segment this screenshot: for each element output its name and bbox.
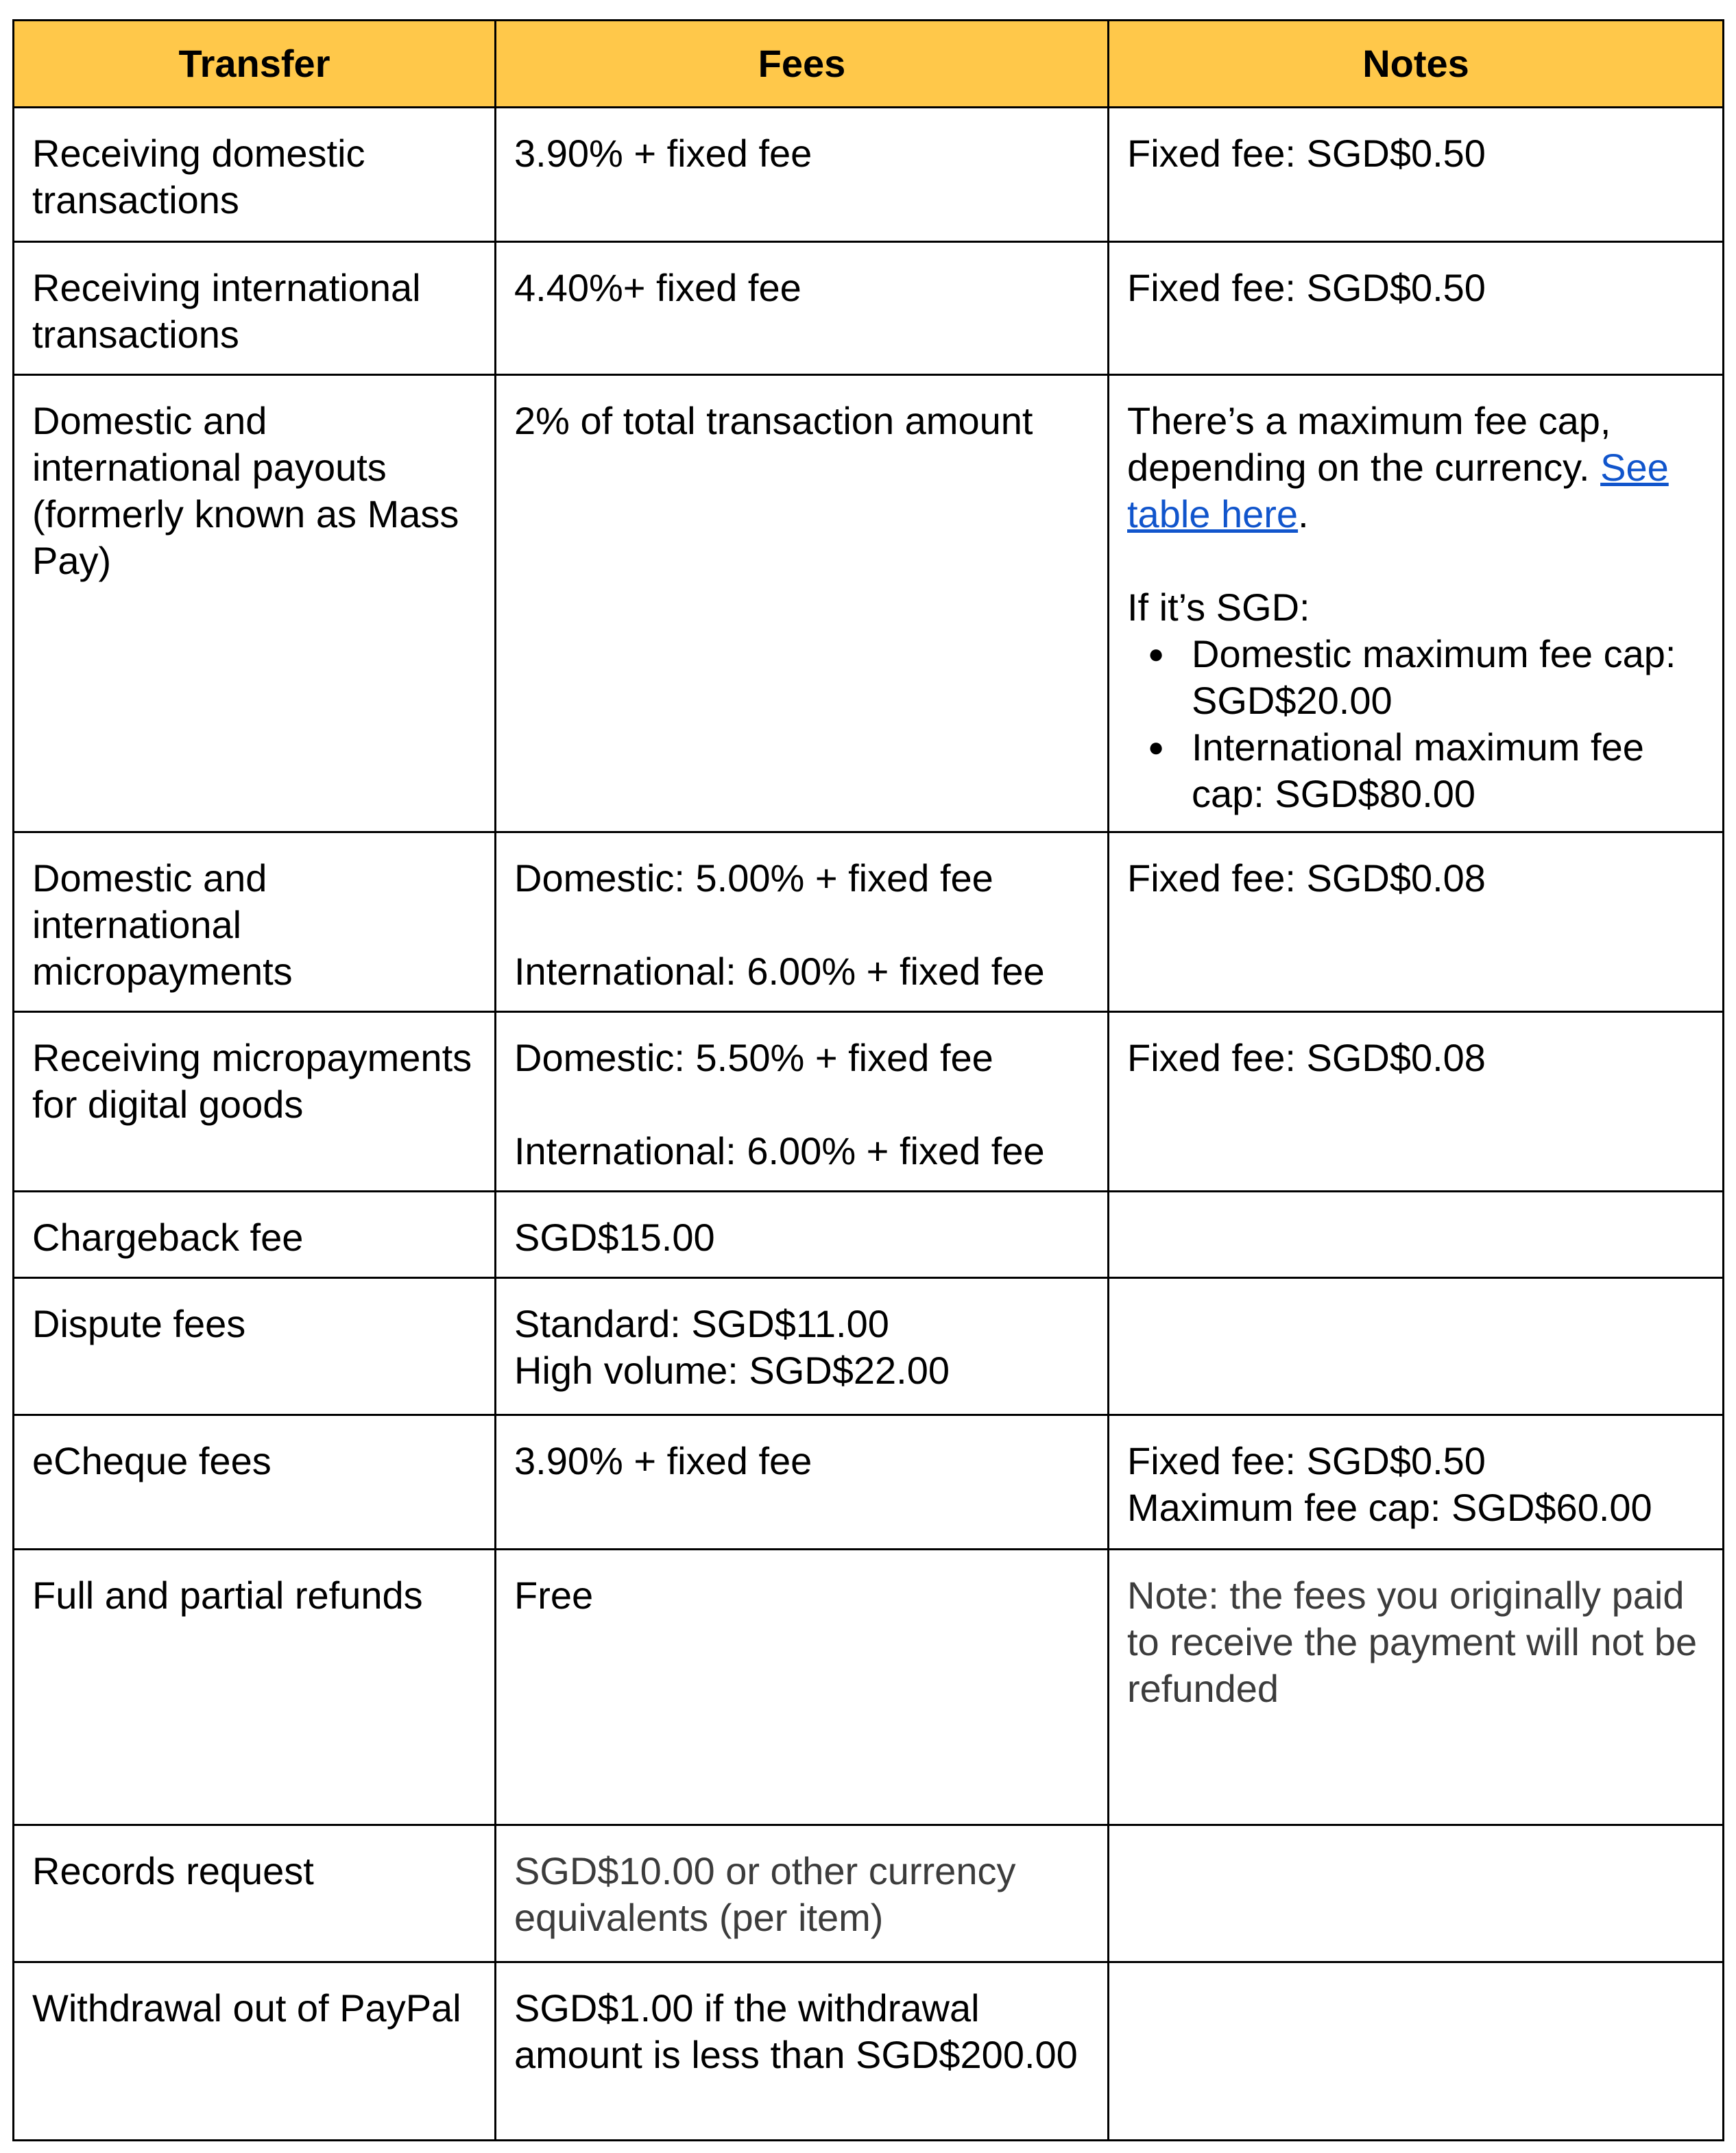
notes-cell	[1109, 1192, 1724, 1278]
notes-cell	[1109, 1962, 1724, 2141]
transfer-cell: Domestic and international micropayments	[14, 832, 496, 1012]
notes-intro: There’s a maximum fee cap, depending on the currency.	[1127, 399, 1611, 489]
see-table-link[interactable]: See table here	[1127, 446, 1669, 536]
transfer-cell: Receiving domestic transactions	[14, 108, 496, 242]
fees-cell	[496, 1192, 1109, 1278]
notes-cell	[1109, 1825, 1724, 1962]
notes-line: Maximum fee cap: SGD$60.00	[1127, 1486, 1652, 1529]
table-row	[14, 1550, 1724, 1825]
table-row	[14, 1278, 1724, 1415]
transfer-cell: eCheque fees	[14, 1415, 496, 1550]
list-item-text: Domestic maximum fee cap: SGD$20.00	[1192, 632, 1676, 722]
transfer-cell: Records request	[14, 1825, 496, 1962]
notes-cell	[1109, 375, 1724, 832]
spacer	[514, 1081, 1089, 1128]
fees-cell	[496, 242, 1109, 375]
notes-cell	[1109, 832, 1724, 1012]
fees-cell	[496, 1962, 1109, 2141]
notes-cell	[1109, 1415, 1724, 1550]
notes-cell	[1109, 242, 1724, 375]
transfer-cell: Receiving international transactions	[14, 242, 496, 375]
bullet-icon: ●	[1148, 639, 1165, 669]
fees-line: 3.90% + fixed fee	[514, 132, 812, 175]
table-row	[14, 1192, 1724, 1278]
fees-cell	[496, 832, 1109, 1012]
notes-cell	[1109, 1550, 1724, 1825]
fees-line: Standard: SGD$11.00	[514, 1302, 889, 1345]
table-row	[14, 1962, 1724, 2141]
table-row	[14, 1012, 1724, 1192]
table-row	[14, 1415, 1724, 1550]
transfer-cell: Full and partial refunds	[14, 1550, 496, 1825]
fees-line: High volume: SGD$22.00	[514, 1349, 950, 1392]
table-row	[14, 242, 1724, 375]
header-fees: Fees	[496, 21, 1109, 108]
fees-cell	[496, 375, 1109, 832]
fees-line: International: 6.00% + fixed fee	[514, 1129, 1045, 1172]
header-row	[14, 21, 1724, 108]
fees-cell	[496, 1415, 1109, 1550]
header-transfer: Transfer	[14, 21, 496, 108]
fees-cell	[496, 108, 1109, 242]
notes-line: Fixed fee: SGD$0.50	[1127, 266, 1486, 309]
transfer-cell: Domestic and international payouts (formerly known as Mass Pay)	[14, 375, 496, 832]
notes-period: .	[1298, 492, 1309, 536]
fees-line: International: 6.00% + fixed fee	[514, 950, 1045, 993]
fees-line: 2% of total transaction amount	[514, 399, 1033, 442]
notes-line: Fixed fee: SGD$0.50	[1127, 132, 1486, 175]
fee-table	[12, 19, 1724, 2141]
transfer-cell: Receiving micropayments for digital goods	[14, 1012, 496, 1192]
notes-cell	[1109, 1012, 1724, 1192]
table-row	[14, 1825, 1724, 1962]
fees-line: 4.40%+ fixed fee	[514, 266, 801, 309]
list-item	[1148, 631, 1704, 724]
notes-cell	[1109, 1278, 1724, 1415]
notes-line: Fixed fee: SGD$0.08	[1127, 1036, 1486, 1079]
table-row	[14, 832, 1724, 1012]
sgd-label: If it’s SGD:	[1127, 586, 1310, 629]
notes-line: Note: the fees you originally paid to receive the payment will not be refunded	[1127, 1574, 1698, 1710]
transfer-cell: Dispute fees	[14, 1278, 496, 1415]
list-item-text: International maximum fee cap: SGD$80.00	[1192, 725, 1644, 815]
spacer	[514, 902, 1089, 948]
fees-line: 3.90% + fixed fee	[514, 1439, 812, 1482]
fees-line: SGD$10.00 or other currency equivalents (per item)	[514, 1849, 1016, 1939]
fee-cap-list	[1127, 631, 1704, 817]
table-row	[14, 375, 1724, 832]
notes-cell	[1109, 108, 1724, 242]
transfer-cell: Withdrawal out of PayPal	[14, 1962, 496, 2141]
fees-line: SGD$1.00 if the withdrawal amount is less than SGD$200.00	[514, 1986, 1078, 2076]
header-notes: Notes	[1109, 21, 1724, 108]
fees-line: Free	[514, 1574, 594, 1617]
spacer	[1127, 538, 1704, 584]
fees-line: Domestic: 5.50% + fixed fee	[514, 1036, 993, 1079]
fees-cell	[496, 1278, 1109, 1415]
notes-line: Fixed fee: SGD$0.50	[1127, 1439, 1486, 1482]
bullet-icon: ●	[1148, 732, 1165, 762]
fees-line: SGD$15.00	[514, 1216, 715, 1259]
fees-cell	[496, 1825, 1109, 1962]
list-item	[1148, 724, 1704, 817]
fees-line: Domestic: 5.00% + fixed fee	[514, 856, 993, 900]
fees-cell	[496, 1550, 1109, 1825]
table-row	[14, 108, 1724, 242]
fees-cell	[496, 1012, 1109, 1192]
notes-line: Fixed fee: SGD$0.08	[1127, 856, 1486, 900]
transfer-cell: Chargeback fee	[14, 1192, 496, 1278]
